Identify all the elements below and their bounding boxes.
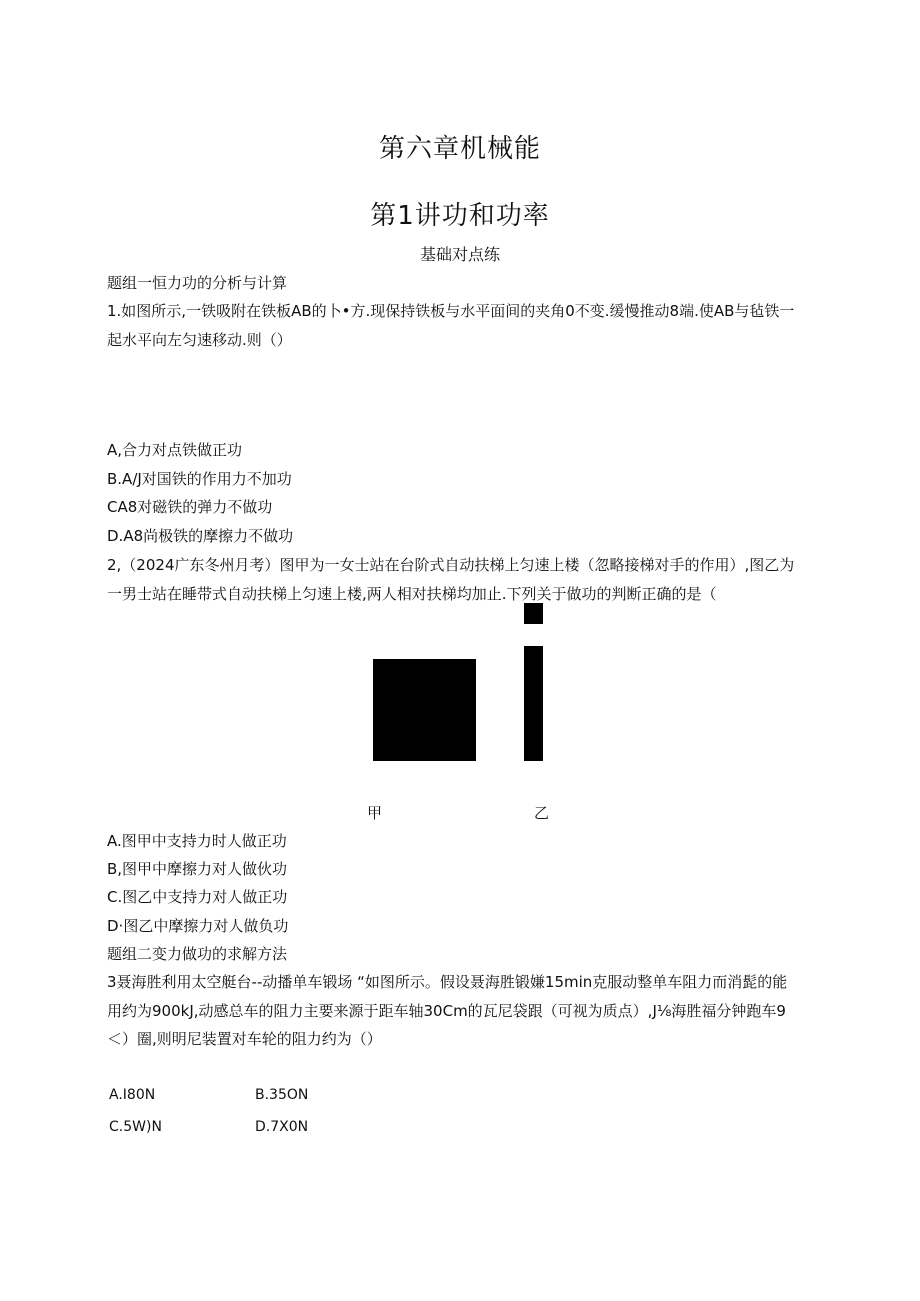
group2-title: 题组二变力做功的求解方法 [107, 945, 288, 963]
q3-line3: ＜）圈,则明尼装置对车轮的阻力约为（） [107, 1030, 382, 1048]
section-title: 基础对点练 [419, 245, 500, 264]
figure-yi-image [524, 646, 543, 761]
q2-option-b: B,图甲中摩擦力对人做伙功 [107, 860, 288, 878]
q1-line2: 起水平向左匀速移动.则（） [107, 331, 292, 349]
q2-option-d: D·图乙中摩擦力对人做负功 [107, 917, 289, 935]
q2-option-a: A.图甲中支持力时人做正功 [107, 832, 287, 850]
q3-option-c: C.5W)N [109, 1119, 162, 1133]
lecture-title: 第1讲功和功率 [370, 201, 550, 231]
q1-line1: 1.如图所示,一铁吸附在铁板AB的卜•方.现保持铁板与水平面间的夹角0不变.缓慢推动8端.使AB与毡铁一 [107, 302, 795, 320]
q1-option-d: D.A8尚极铁的摩擦力不做功 [107, 527, 294, 545]
q2-line2: 一男士站在睡带式自动扶梯上匀速上楼,两人相对扶梯均加止.下列关于做功的判断正确的是（ [107, 585, 717, 603]
chapter-title: 第六章机械能 [378, 134, 541, 164]
q3-option-b: B.35ON [255, 1087, 309, 1103]
q3-option-d: D.7X0N [255, 1119, 309, 1133]
q3-option-a: A.I80N [109, 1087, 156, 1103]
figure-jia-caption: 甲 [367, 804, 383, 822]
q1-option-b: B.A/J对国铁的作用力不加功 [107, 470, 292, 488]
q1-option-c: CA8对磁铁的弹力不做功 [107, 498, 273, 516]
q1-option-a: A,合力对点铁做正功 [107, 441, 243, 459]
q3-line1: 3聂海胜利用太空艇台--动播单车锻场 “如图所示。假设聂海胜锻嫌15min克服动整单车阻力而消髭的能 [107, 973, 788, 991]
figure-jia-image [373, 659, 476, 761]
q3-line2: 用约为900kJ,动感总车的阻力主要来源于距车轴30Cm的瓦尼袋跟（可视为质点）,J⅛海胜福分钟跑车9 [107, 1002, 786, 1020]
figure-yi-top-block [524, 603, 543, 624]
q2-line1: 2,（2024广东冬州月考）图甲为一女士站在台阶式自动扶梯上匀速上楼（忽略接梯对手的作用）,图乙为 [107, 556, 795, 574]
q3-options-row2-clip [100, 1116, 400, 1133]
figure-yi-caption: 乙 [534, 804, 550, 822]
q2-option-c: C.图乙中支持力对人做正功 [107, 888, 288, 906]
group1-title: 题组一恒力功的分析与计算 [107, 274, 288, 292]
